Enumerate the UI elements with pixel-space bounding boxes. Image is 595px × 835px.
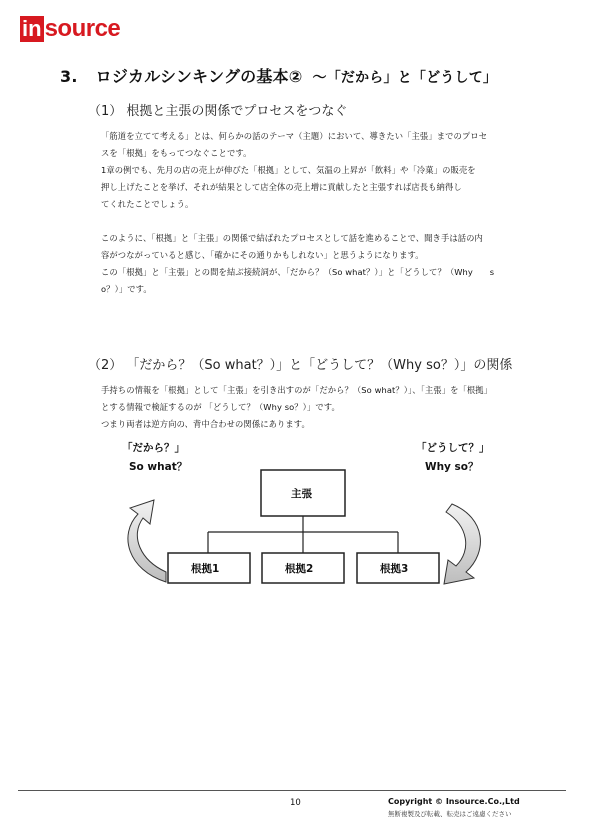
paragraph-line: この「根拠」と「主張」との間を結ぶ接続詞が、「だから？（So what？）」と「どうして？（Why s bbox=[101, 267, 495, 277]
paragraph-line: スを「根拠」をもってつなぐことです。 bbox=[101, 148, 252, 158]
paragraph-line: つまり両者は逆方向の、背中合わせの関係にあります。 bbox=[101, 419, 310, 429]
paragraph-line: とする情報で検証するのが 「どうして？（Why so？）」です。 bbox=[101, 402, 340, 412]
subheading-2: （2） 「だから？（So what？）」と「どうして？（Why so？）」の関係 bbox=[88, 358, 513, 373]
copyright-notice: 無断複製及び転載、転売はご遠慮ください bbox=[388, 810, 512, 818]
evidence-box-2-label: 根拠2 bbox=[285, 563, 314, 575]
logo-wordmark: source bbox=[44, 15, 121, 42]
footer-divider bbox=[18, 790, 566, 791]
why-so-label-en: Why so？ bbox=[425, 461, 479, 473]
paragraph-line: 容がつながっていると感じ、「確かにその通りかもしれない」と思うようになります。 bbox=[101, 250, 424, 260]
logo-mark: in bbox=[22, 16, 42, 41]
section-title-suffix: ～「だから」と「どうして」 bbox=[312, 70, 498, 86]
copyright-text: Copyright © Insource.Co.,Ltd bbox=[388, 797, 520, 806]
paragraph-line: このように、「根拠」と「主張」の関係で結ばれたプロセスとして話を進めることで、聞き手は話の内 bbox=[101, 233, 483, 243]
subheading-1: （1） 根拠と主張の関係でプロセスをつなぐ bbox=[88, 104, 348, 119]
page-number: 10 bbox=[290, 798, 301, 808]
section-title-text: ロジカルシンキングの基本② bbox=[95, 67, 303, 86]
evidence-box-3-label: 根拠3 bbox=[380, 563, 409, 575]
paragraph-line: てくれたことでしょう。 bbox=[101, 199, 194, 209]
why-so-arrow-icon bbox=[444, 504, 480, 584]
so-what-label-en: So what？ bbox=[129, 461, 188, 473]
paragraph-line: 押し上げたことを挙げ、それが結果として店全体の売上増に貢献したと主張すれば店長も納得し bbox=[101, 182, 462, 192]
section-number: 3. bbox=[60, 67, 78, 86]
claim-box-label: 主張 bbox=[291, 488, 312, 500]
paragraph-line: 「筋道を立てて考える」とは、何らかの話のテーマ（主題）において、導きたい「主張」までのプロセ bbox=[101, 131, 488, 141]
evidence-box-1-label: 根拠1 bbox=[191, 563, 220, 575]
so-what-arrow-icon bbox=[128, 500, 166, 582]
why-so-label-jp: 「どうして？」 bbox=[416, 442, 490, 454]
paragraph-line: o？）」です。 bbox=[101, 284, 152, 294]
paragraph-line: 1章の例でも、先月の店の売上が伸びた「根拠」として、気温の上昇が「飲料」や「冷菓」の販売を bbox=[101, 165, 476, 175]
paragraph-line: 手持ちの情報を「根拠」として「主張」を引き出すのが「だから？（So what？）」、「主張」を「根拠」 bbox=[101, 385, 493, 395]
so-what-label-jp: 「だから？」 bbox=[122, 442, 185, 454]
